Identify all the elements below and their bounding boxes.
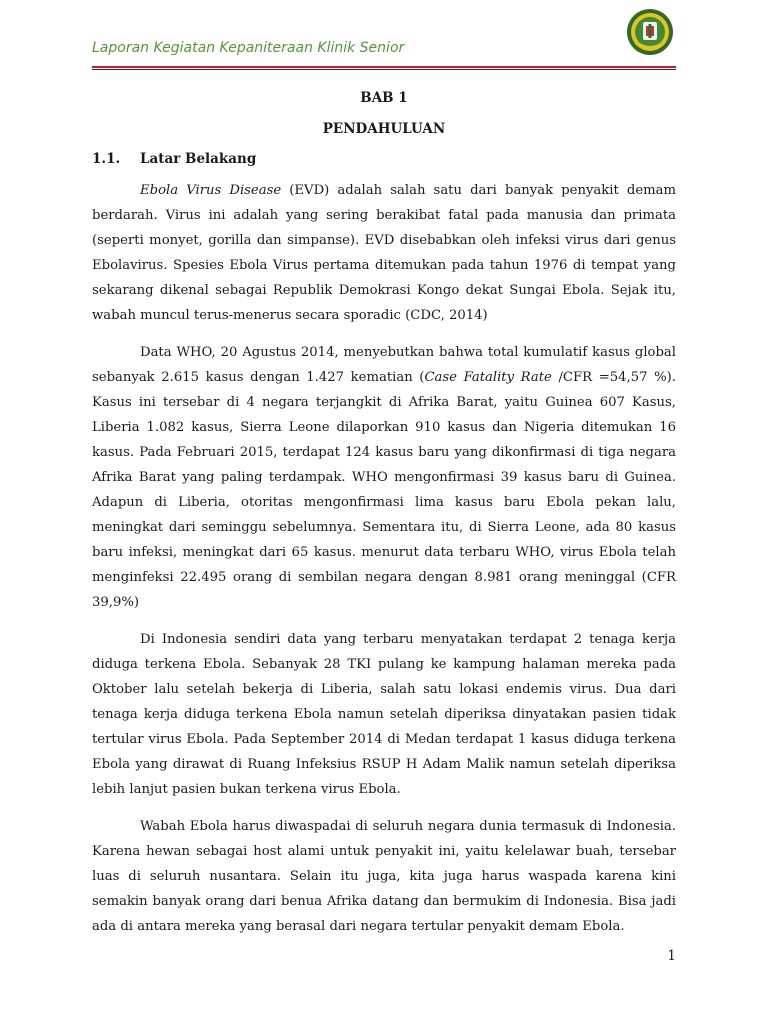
paragraph-italic-lead: Ebola Virus Disease	[140, 183, 282, 198]
header-rule-red	[92, 66, 676, 68]
page-number: 1	[667, 948, 676, 964]
paragraph-text: Data WHO, 20 Agustus 2014, menyebutkan bahwa total kumulatif kasus global sebanyak 2.615 kasus dengan 1.427 kematian (	[92, 345, 676, 385]
section-number: 1.1.	[92, 151, 121, 167]
university-crest-icon	[626, 8, 674, 56]
chapter-title: PENDAHULUAN	[322, 121, 446, 137]
section-title: Latar Belakang	[140, 151, 257, 167]
paragraph: Di Indonesia sendiri data yang terbaru menyatakan terdapat 2 tenaga kerja diduga terkena Ebola. Sebanyak 28 TKI pulang ke kampung halaman mereka pada Oktober lalu setelah bekerja di Liberia, salah satu lokasi endemis virus. Dua dari tenaga kerja diduga terkena Ebola namun setelah diperiksa dinyatakan pasien tidak tertular virus Ebola. Pada September 2014 di Medan terdapat 1 kasus diduga terkena Ebola yang dirawat di Ruang Infeksius RSUP H Adam Malik namun setelah diperiksa lebih lanjut pasien bukan terkena virus Ebola.	[92, 632, 676, 797]
paragraph-italic-term: Case Fatality Rate	[424, 370, 552, 385]
header-rule-dark	[92, 69, 676, 70]
paragraph	[92, 340, 676, 615]
paragraph	[92, 178, 676, 328]
document-header-title: Laporan Kegiatan Kepaniteraan Klinik Senior	[92, 40, 405, 56]
paragraph: Wabah Ebola harus diwaspadai di seluruh negara dunia termasuk di Indonesia. Karena hewan sebagai host alami untuk penyakit ini, yaitu kelelawar buah, tersebar luas di seluruh nusantara. Selain itu juga, kita juga harus waspada karena kini semakin banyak orang dari benua Afrika datang dan bermukim di Indonesia. Bisa jadi ada di antara mereka yang berasal dari negara tertular penyakit demam Ebola.	[92, 819, 676, 934]
chapter-label: BAB 1	[360, 90, 408, 106]
body-text	[92, 178, 676, 951]
section-heading	[92, 151, 676, 167]
paragraph-text: (EVD) adalah salah satu dari banyak penyakit demam berdarah. Virus ini adalah yang sering berakibat fatal pada manusia dan primata (seperti monyet, gorilla dan simpanse). EVD disebabkan oleh infeksi virus dari genus Ebolavirus. Spesies Ebola Virus pertama ditemukan pada tahun 1976 di tempat yang sekarang dikenal sebagai Republik Demokrasi Kongo dekat Sungai Ebola. Sejak itu, wabah muncul terus-menerus secara sporadic (CDC, 2014)	[92, 183, 676, 323]
paragraph-text: /CFR =54,57 %). Kasus ini tersebar di 4 negara terjangkit di Afrika Barat, yaitu Guinea 607 Kasus, Liberia 1.082 kasus, Sierra Leone dilaporkan 910 kasus dan Nigeria ditemukan 16 kasus. Pada Februari 2015, terdapat 124 kasus baru yang dikonfirmasi di tiga negara Afrika Barat yang paling terdampak. WHO mengonfirmasi 39 kasus baru di Guinea. Adapun di Liberia, otoritas mengonfirmasi lima kasus baru Ebola pekan lalu, meningkat dari seminggu sebelumnya. Sementara itu, di Sierra Leone, ada 80 kasus baru infeksi, meningkat dari 65 kasus. menurut data terbaru WHO, virus Ebola telah menginfeksi 22.495 orang di sembilan negara dengan 8.981 orang meninggal (CFR 39,9%)	[92, 370, 676, 610]
